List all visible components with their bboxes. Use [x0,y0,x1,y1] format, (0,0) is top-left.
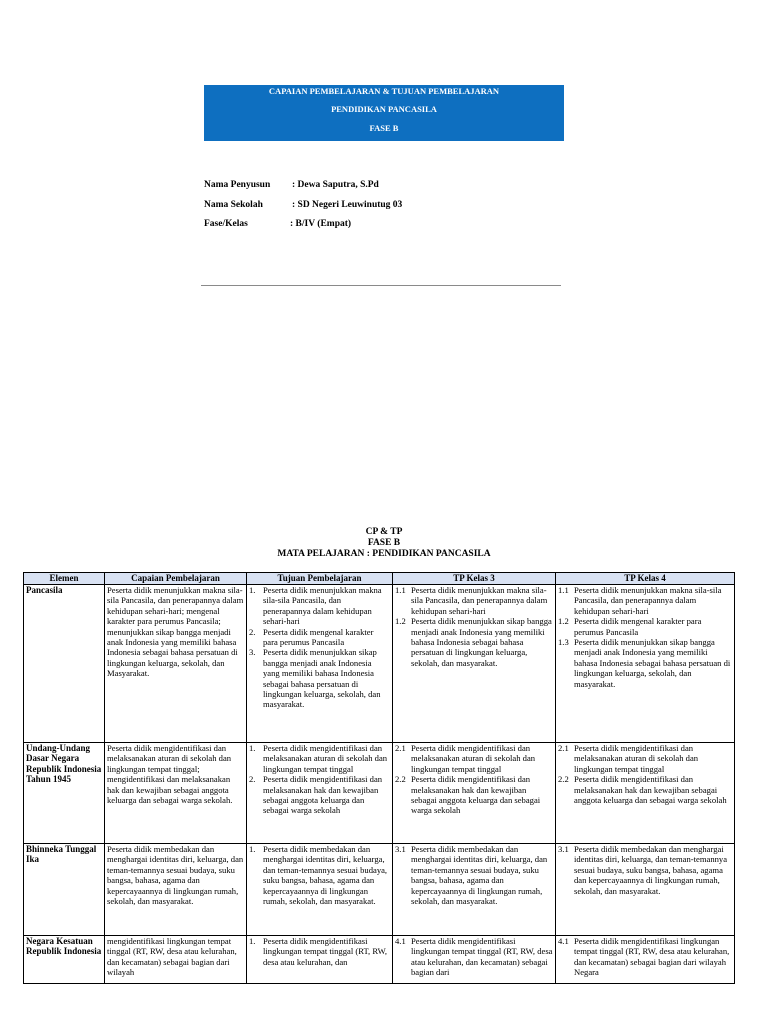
tp-item-text: Peserta didik mengidentifikasi dan melaksanakan aturan di sekolah dan lingkungan tempat tinggal [411,743,536,774]
tp-item-number: 2. [249,626,256,637]
tp-list-item [395,616,553,668]
tp-item-number: 3.1 [395,844,406,854]
tp-list-item [395,743,553,774]
heading-line-3: MATA PELAJARAN : PENDIDIKAN PANCASILA [277,549,491,559]
tp-item-number: 2. [249,774,256,785]
tp-item-text: Peserta didik mengidentifikasi lingkungan tempat tinggal (RT, RW, desa atau kelurahan, dan kecamatan) sebagai bagian dari [411,936,553,978]
tp-list-item [558,616,732,637]
tp-item-number: 2.2 [558,774,569,785]
sekolah-label: Nama Sekolah [204,199,263,210]
tp-item-number: 1.1 [558,585,569,595]
tp-item-number: 1. [249,936,256,946]
tp-item-text: Peserta didik menunjukkan makna sila-sila Pancasila, dan penerapannya dalam kehidupan sehari-hari [411,585,548,616]
tp-item-number: 1.2 [558,616,569,627]
tp-kelas-4-cell [556,844,735,936]
tp-item-text: Peserta didik mengidentifikasi dan melaksanakan aturan di sekolah dan lingkungan tempat tinggal [263,743,388,774]
header-tujuan: Tujuan Pembelajaran [247,573,393,585]
tp-list-item [395,936,553,978]
tp-kelas-3-cell [393,743,556,844]
tp-list-item [395,585,553,616]
header-elemen: Elemen [24,573,105,585]
capaian-cell: Peserta didik mengidentifikasi dan melaksanakan aturan di sekolah dan lingkungan tempat tinggal; mengidentifikasi dan melaksanakan hak dan kewajiban sebagai anggota keluarga dan sebagai warga sekolah. [105,743,247,844]
tp-list-item [395,774,553,816]
tp-list [558,936,732,978]
tp-list [395,743,553,816]
tp-list [395,936,553,978]
header-tp-kelas-4: TP Kelas 4 [556,573,735,585]
tp-item-text: Peserta didik membedakan dan menghargai identitas diri, keluarga, dan teman-temannya sesuai budaya, suku bangsa, bahasa, agama dan kepercayaannya di lingkungan rumah, sekolah, dan masyarakat. [263,844,388,907]
tp-list-item [249,647,390,709]
tp-item-text: Peserta didik mengenal karakter para perumus Pancasila [574,616,702,637]
tp-list-item [249,627,390,648]
tp-item-number: 2.1 [395,743,406,753]
tp-item-text: Peserta didik mengidentifikasi dan melaksanakan hak dan kewajiban sebagai anggota keluarga dan sebagai warga sekolah [263,774,383,816]
tp-item-number: 1. [249,844,256,854]
tp-list-item [558,774,732,805]
tujuan-cell [247,936,393,984]
tp-list-item [558,936,732,978]
header-tp-kelas-3: TP Kelas 3 [393,573,556,585]
divider-line [201,285,561,286]
table-row [24,844,735,936]
tujuan-cell [247,585,393,743]
tp-item-text: Peserta didik mengenal karakter para perumus Pancasila [263,626,374,648]
tp-list-item [558,844,732,896]
cp-tp-table [23,572,735,984]
penyusun-value: : Dewa Saputra, S.Pd [292,180,379,190]
heading-line-2: FASE B [367,538,401,548]
tp-item-text: Peserta didik menunjukkan sikap bangga menjadi anak Indonesia yang memiliki bahasa Indonesia sebagai bahasa persatuan di lingkungan keluarga, sekolah, dan masyarakat. [574,637,731,689]
tp-item-number: 1.1 [395,585,406,595]
tp-item-number: 4.1 [558,936,569,946]
tp-list-item [249,743,390,774]
tp-kelas-4-cell [556,743,735,844]
tp-list [249,844,390,906]
tp-list [558,585,732,689]
tp-kelas-4-cell [556,585,735,743]
tp-item-text: Peserta didik mengidentifikasi dan melaksanakan hak dan kewajiban sebagai anggota keluarga dan sebagai warga sekolah [574,774,727,806]
sekolah-value: : SD Negeri Leuwinutug 03 [292,199,403,210]
tp-list-item [249,774,390,816]
elemen-cell: Pancasila [24,585,105,743]
capaian-cell: Peserta didik menunjukkan makna sila-sila Pancasila, dan penerapannya dalam kehidupan sehari-hari; mengenal karakter para perumus Pancasila; menunjukkan sikap bangga menjadi anak Indonesia yang memiliki bahasa Indonesia sebagai bahasa persatuan di lingkungan keluarga, sekolah, dan Masyarakat. [105,585,247,743]
tp-item-text: Peserta didik menunjukkan makna sila-sila Pancasila, dan penerapannya dalam kehidupan sehari-hari [574,585,722,616]
tp-item-text: Peserta didik membedakan dan menghargai identitas diri, keluarga, dan teman-temannya sesuai budaya, suku bangsa, bahasa, agama dan kepercayaannya di lingkungan rumah, sekolah, dan masyarakat. [411,844,548,907]
fase-label: Fase/Kelas [204,219,248,229]
tp-list [249,936,390,967]
tp-list [558,844,732,896]
table-header-row [24,573,735,585]
table-row [24,743,735,844]
banner-title: CAPAIAN PEMBELAJARAN & TUJUAN PEMBELAJARAN [268,86,500,96]
tp-item-text: Peserta didik mengidentifikasi dan melaksanakan aturan di sekolah dan lingkungan tempat tinggal [574,743,699,774]
tp-list-item [249,936,390,967]
tp-list [249,585,390,710]
tp-list-item [249,844,390,906]
capaian-cell: Peserta didik membedakan dan menghargai identitas diri, keluarga, dan teman-temannya sesuai budaya, suku bangsa, bahasa, agama dan kepercayaannya di lingkungan rumah, sekolah, dan masyarakat. [105,844,247,936]
tp-list-item [395,844,553,906]
elemen-cell: Bhinneka Tunggal Ika [24,844,105,936]
tp-list [395,844,553,906]
tp-item-number: 2.1 [558,743,569,753]
tp-item-number: 3. [249,647,256,658]
tp-list [249,743,390,816]
tp-item-number: 1. [249,743,256,753]
tp-list-item [249,585,390,627]
elemen-cell: Negara Kesatuan Republik Indonesia [24,936,105,984]
tp-item-number: 1.3 [558,637,569,648]
title-banner [204,85,564,141]
table-heading [0,527,768,560]
header-capaian: Capaian Pembelajaran [105,573,247,585]
tp-kelas-3-cell [393,844,556,936]
tp-item-text: Peserta didik mengidentifikasi lingkungan tempat tinggal (RT, RW, desa atau kelurahan, dan [263,936,388,967]
tp-item-number: 4.1 [395,936,406,946]
banner-phase: FASE B [369,123,399,133]
tp-item-number: 1.2 [395,616,406,627]
tp-item-number: 3.1 [558,844,569,854]
elemen-cell: Undang-Undang Dasar Negara Republik Indonesia Tahun 1945 [24,743,105,844]
tp-list-item [558,637,732,689]
tp-kelas-3-cell [393,585,556,743]
tp-item-text: Peserta didik menunjukkan sikap bangga menjadi anak Indonesia yang memiliki bahasa Indonesia sebagai bahasa persatuan di lingkungan keluarga, sekolah, dan masyarakat. [411,616,552,668]
tp-item-text: Peserta didik mengidentifikasi dan melaksanakan hak dan kewajiban sebagai anggota keluarga dan sebagai warga sekolah [411,774,541,816]
tp-list-item [558,743,732,774]
table-row [24,585,735,743]
tp-item-number: 2.2 [395,774,406,785]
tp-list [558,743,732,805]
tp-item-number: 1. [249,585,256,595]
heading-line-1: CP & TP [365,527,403,537]
tp-kelas-3-cell [393,936,556,984]
table-row [24,936,735,984]
tp-item-text: Peserta didik mengidentifikasi lingkungan tempat tinggal (RT, RW, desa atau kelurahan, dan kecamatan) sebagai bagian dari wilayah Negara [574,936,730,978]
capaian-cell: mengidentifikasi lingkungan tempat tinggal (RT, RW, desa atau kelurahan, dan kecamatan) sebagai bagian dari wilayah [105,936,247,984]
fase-value: : B/IV (Empat) [290,219,352,229]
tp-item-text: Peserta didik menunjukkan sikap bangga menjadi anak Indonesia yang memiliki bahasa Indonesia sebagai bahasa persatuan di lingkungan keluarga, sekolah, dan masyarakat. [263,647,381,710]
penyusun-label: Nama Penyusun [204,180,271,190]
tp-list [395,585,553,668]
tujuan-cell [247,844,393,936]
tp-list-item [558,585,732,616]
tp-kelas-4-cell [556,936,735,984]
tujuan-cell [247,743,393,844]
banner-subject: PENDIDIKAN PANCASILA [331,104,437,114]
tp-item-text: Peserta didik membedakan dan menghargai identitas diri, keluarga, dan teman-temannya sesuai budaya, suku bangsa, bahasa, agama dan kepercayaannya di lingkungan rumah, sekolah, dan masyarakat. [574,844,728,896]
tp-item-text: Peserta didik menunjukkan makna sila-sila Pancasila, dan penerapannya dalam kehidupan sehari-hari [263,585,382,627]
